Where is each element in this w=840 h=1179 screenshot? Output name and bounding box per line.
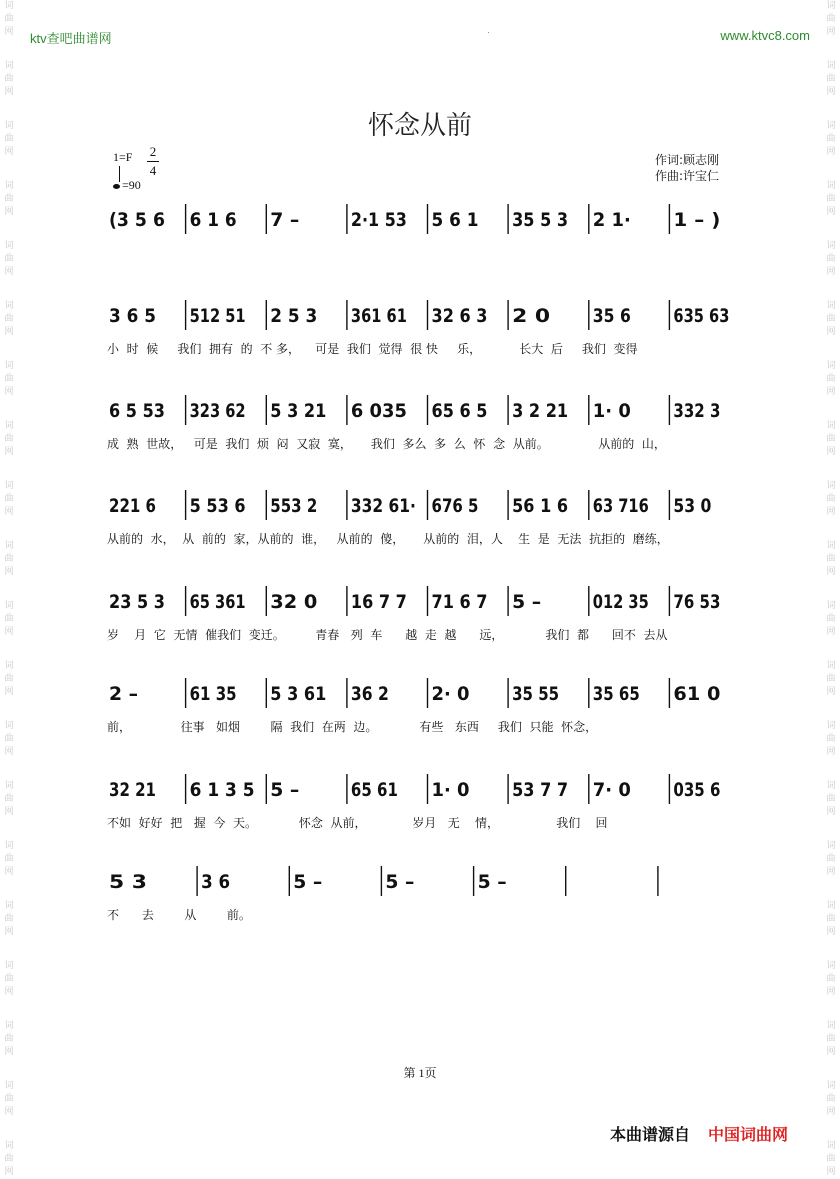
watermark-glyph: 网	[4, 147, 14, 157]
measure-notes: 2 5 3	[270, 305, 318, 327]
measure-notes: 5 53 6	[189, 495, 246, 517]
watermark-glyph: 曲	[826, 134, 836, 144]
measure-notes: 5 3 61	[270, 683, 327, 705]
watermark-glyph: 网	[826, 1047, 836, 1057]
measure-notes: 3 6 5	[109, 305, 156, 327]
measure-notes: 35 5 3	[512, 209, 569, 231]
watermark-column-left	[2, 0, 16, 1177]
watermark-glyph: 曲	[826, 254, 836, 264]
site-url-right: www.ktvc8.com	[720, 28, 810, 43]
measure-notes: 35 65	[592, 683, 640, 705]
watermark-glyph: 词	[826, 721, 836, 731]
watermark-glyph: 网	[826, 147, 836, 157]
measure-notes: 635 63	[673, 305, 730, 327]
watermark-glyph: 词	[826, 361, 836, 371]
measure-notes: 323 62	[189, 400, 246, 422]
watermark-glyph: 网	[826, 27, 836, 37]
measure-notes: 5 3 21	[270, 400, 327, 422]
measure-notes: 5 3	[109, 871, 147, 893]
watermark-glyph: 词	[4, 1141, 14, 1151]
credits	[655, 152, 719, 184]
watermark-glyph: 曲	[826, 1034, 836, 1044]
measure-notes: 5 –	[270, 779, 300, 801]
watermark-glyph: 曲	[4, 374, 14, 384]
watermark-glyph: 网	[4, 687, 14, 697]
watermark-glyph: 曲	[826, 614, 836, 624]
watermark-glyph: 曲	[826, 14, 836, 24]
measure-notes: 5 6 1	[431, 209, 479, 231]
note-line	[105, 582, 755, 622]
watermark-glyph: 词	[4, 61, 14, 71]
watermark-glyph: 词	[826, 1021, 836, 1031]
watermark-glyph: 曲	[4, 494, 14, 504]
watermark-glyph: 网	[4, 627, 14, 637]
watermark-glyph: 词	[826, 61, 836, 71]
scan-dot	[488, 32, 489, 33]
page-number: 第 1页	[403, 1066, 437, 1080]
watermark-glyph: 曲	[826, 974, 836, 984]
watermark-glyph: 曲	[4, 974, 14, 984]
watermark-glyph: 网	[4, 387, 14, 397]
watermark-glyph: 词	[4, 121, 14, 131]
watermark-glyph: 网	[4, 1107, 14, 1117]
watermark-glyph: 网	[4, 207, 14, 217]
time-signature	[147, 144, 159, 179]
watermark-glyph: 曲	[4, 794, 14, 804]
note-line	[105, 674, 755, 714]
watermark-glyph: 网	[4, 987, 14, 997]
source-label: 本曲谱源自	[610, 1125, 691, 1144]
measure-notes: 7 –	[270, 209, 300, 231]
measure-notes: 2 –	[109, 683, 138, 705]
watermark-glyph: 曲	[4, 254, 14, 264]
measure-notes: 1· 0	[431, 779, 470, 801]
measure-notes: 3 2 21	[512, 400, 569, 422]
note-line	[105, 296, 755, 336]
measure-notes: 32 0	[270, 591, 318, 613]
watermark-glyph: 网	[826, 927, 836, 937]
watermark-glyph: 曲	[4, 314, 14, 324]
watermark-glyph: 曲	[826, 674, 836, 684]
watermark-glyph: 曲	[4, 194, 14, 204]
watermark-glyph: 网	[826, 267, 836, 277]
watermark-glyph: 网	[4, 447, 14, 457]
measure-notes: 512 51	[189, 305, 246, 327]
watermark-glyph: 词	[4, 241, 14, 251]
measure-notes: 6 5 53	[109, 400, 165, 422]
watermark-glyph: 网	[826, 987, 836, 997]
watermark-glyph: 词	[826, 841, 836, 851]
watermark-glyph: 词	[4, 1021, 14, 1031]
watermark-glyph: 曲	[4, 734, 14, 744]
watermark-glyph: 词	[826, 961, 836, 971]
watermark-glyph: 词	[4, 301, 14, 311]
watermark-glyph: 网	[4, 507, 14, 517]
source-site: 中国词曲网	[708, 1125, 789, 1144]
watermark-glyph: 曲	[4, 854, 14, 864]
measure-notes: 53 7 7	[512, 779, 569, 801]
watermark-glyph: 网	[826, 207, 836, 217]
measure-notes: 6 1 3 5	[189, 779, 255, 801]
measure-notes: 61 35	[189, 683, 237, 705]
measure-notes: 332 3	[673, 400, 721, 422]
quarter-note-icon	[113, 184, 120, 189]
measure-notes: 012 35	[592, 591, 649, 613]
watermark-glyph: 曲	[4, 134, 14, 144]
watermark-glyph: 曲	[4, 554, 14, 564]
watermark-glyph: 曲	[4, 674, 14, 684]
watermark-glyph: 网	[826, 87, 836, 97]
measure-notes: 61 0	[673, 683, 721, 705]
watermark-glyph: 网	[826, 1167, 836, 1177]
watermark-glyph: 网	[4, 867, 14, 877]
watermark-glyph: 网	[4, 1167, 14, 1177]
watermark-glyph: 曲	[4, 434, 14, 444]
watermark-glyph: 曲	[826, 1094, 836, 1104]
watermark-glyph: 词	[4, 601, 14, 611]
watermark-glyph: 词	[826, 481, 836, 491]
watermark-glyph: 曲	[4, 74, 14, 84]
measure-notes: 6 035	[350, 400, 407, 422]
watermark-glyph: 词	[4, 481, 14, 491]
watermark-glyph: 曲	[826, 194, 836, 204]
watermark-glyph: 曲	[4, 1154, 14, 1164]
watermark-glyph: 词	[826, 1081, 836, 1091]
measure-notes: 65 61	[350, 779, 398, 801]
measure-notes: 32 21	[109, 779, 156, 801]
note-line	[105, 200, 755, 240]
measure-notes: 035 6	[673, 779, 721, 801]
watermark-glyph: 词	[4, 781, 14, 791]
measure-notes: 5 –	[385, 871, 415, 893]
key-signature: 1=F	[113, 150, 133, 164]
watermark-glyph: 曲	[826, 434, 836, 444]
watermark-glyph: 网	[826, 1107, 836, 1117]
watermark-glyph: 网	[826, 687, 836, 697]
watermark-glyph: 曲	[826, 554, 836, 564]
watermark-glyph: 网	[826, 387, 836, 397]
watermark-glyph: 词	[4, 721, 14, 731]
measure-notes: 361 61	[350, 305, 407, 327]
watermark-glyph: 网	[4, 807, 14, 817]
watermark-glyph: 词	[4, 661, 14, 671]
watermark-glyph: 曲	[4, 1034, 14, 1044]
watermark-glyph: 词	[4, 1, 14, 11]
measure-notes: 71 6 7	[431, 591, 488, 613]
watermark-glyph: 词	[826, 781, 836, 791]
watermark-glyph: 词	[4, 181, 14, 191]
note-line	[105, 486, 755, 526]
watermark-glyph: 网	[826, 747, 836, 757]
watermark-glyph: 曲	[826, 854, 836, 864]
measure-notes: 53 0	[673, 495, 712, 517]
lyricist: 作词:顾志刚	[655, 153, 720, 167]
watermark-glyph: 词	[826, 121, 836, 131]
watermark-glyph: 网	[4, 87, 14, 97]
site-name-left: ktv查吧曲谱网	[30, 31, 112, 46]
lyric-line: 岁 月 它 无情 催我们 变迁。 青春 列 车 越 走 越 远， 我们 都 回不 去从	[107, 628, 668, 642]
watermark-glyph: 曲	[826, 494, 836, 504]
watermark-glyph: 曲	[826, 794, 836, 804]
score-title: 怀念从前	[367, 111, 472, 141]
measure-notes: 5 –	[293, 871, 323, 893]
watermark-glyph: 曲	[4, 1094, 14, 1104]
watermark-glyph: 词	[4, 901, 14, 911]
measure-notes: 65 361	[189, 591, 246, 613]
watermark-glyph: 词	[4, 541, 14, 551]
watermark-glyph: 网	[4, 267, 14, 277]
watermark-glyph: 曲	[826, 374, 836, 384]
time-sig-bottom: 4	[149, 163, 157, 178]
watermark-glyph: 网	[4, 567, 14, 577]
watermark-column-right	[824, 0, 838, 1177]
watermark-glyph: 网	[4, 927, 14, 937]
measure-notes: 2 0	[512, 305, 551, 327]
watermark-glyph: 网	[826, 627, 836, 637]
measure-notes: 553 2	[270, 495, 318, 517]
measure-notes: 5 –	[512, 591, 542, 613]
measure-notes: 35 6	[592, 305, 631, 327]
watermark-glyph: 网	[4, 747, 14, 757]
composer: 作曲:许宝仁	[655, 169, 720, 183]
lyric-line: 小 时 候 我们 拥有 的 不 多， 可是 我们 觉得 很 快 乐， 长大 后 我们 变得	[107, 342, 638, 356]
watermark-glyph: 曲	[826, 734, 836, 744]
watermark-glyph: 词	[826, 301, 836, 311]
watermark-glyph: 网	[826, 507, 836, 517]
watermark-glyph: 词	[826, 1141, 836, 1151]
watermark-glyph: 网	[4, 327, 14, 337]
watermark-glyph: 曲	[826, 314, 836, 324]
watermark-glyph: 网	[826, 447, 836, 457]
measure-notes: (3 5 6	[109, 209, 165, 231]
measure-notes: 35 55	[512, 683, 560, 705]
tempo-marking	[113, 178, 141, 193]
watermark-glyph: 曲	[4, 914, 14, 924]
measure-notes: 1· 0	[592, 400, 631, 422]
time-sig-top: 2	[149, 144, 157, 159]
source-credit	[610, 1122, 788, 1145]
watermark-glyph: 网	[826, 567, 836, 577]
watermark-glyph: 曲	[826, 74, 836, 84]
watermark-glyph: 网	[826, 327, 836, 337]
measure-notes: 65 6 5	[431, 400, 488, 422]
measure-notes: 221 6	[109, 495, 156, 517]
watermark-glyph: 曲	[4, 614, 14, 624]
measure-notes: 36 2	[350, 683, 389, 705]
watermark-glyph: 曲	[826, 914, 836, 924]
note-line	[105, 770, 755, 810]
watermark-glyph: 曲	[826, 1154, 836, 1164]
watermark-glyph: 词	[4, 421, 14, 431]
measure-notes: 23 5 3	[109, 591, 165, 613]
measure-notes: 6 1 6	[189, 209, 237, 231]
note-line	[105, 862, 755, 902]
watermark-glyph: 词	[826, 661, 836, 671]
measure-notes: 63 716	[592, 495, 649, 517]
measure-notes: 7· 0	[592, 779, 631, 801]
lyric-line: 不如 好好 把 握 今 天。 怀念 从前， 岁月 无 情， 我们 回	[107, 816, 608, 830]
watermark-glyph: 词	[4, 961, 14, 971]
measure-notes: 2 1·	[592, 209, 631, 231]
tempo-value: =90	[122, 178, 141, 192]
watermark-glyph: 词	[826, 541, 836, 551]
measure-notes: 2·1 53	[350, 209, 407, 231]
watermark-glyph: 词	[826, 421, 836, 431]
watermark-glyph: 网	[4, 1047, 14, 1057]
measure-notes: 1 – )	[673, 209, 721, 231]
watermark-glyph: 网	[826, 807, 836, 817]
measure-notes: 76 53	[673, 591, 721, 613]
measure-notes: 676 5	[431, 495, 479, 517]
watermark-glyph: 词	[4, 1081, 14, 1091]
measure-notes: 16 7 7	[350, 591, 407, 613]
watermark-glyph: 词	[826, 601, 836, 611]
lyric-line: 前， 往事 如烟 隔 我们 在两 边。 有些 东西 我们 只能 怀念，	[107, 720, 598, 734]
watermark-glyph: 词	[826, 181, 836, 191]
watermark-glyph: 词	[4, 841, 14, 851]
watermark-glyph: 曲	[4, 14, 14, 24]
measure-notes: 56 1 6	[512, 495, 569, 517]
watermark-glyph: 网	[4, 27, 14, 37]
watermark-glyph: 词	[826, 241, 836, 251]
measure-notes: 3 6	[201, 871, 231, 893]
measure-notes: 332 61·	[350, 495, 416, 517]
lyric-line: 不 去 从 前。	[107, 908, 251, 922]
watermark-glyph: 词	[4, 361, 14, 371]
measure-notes: 5 –	[477, 871, 507, 893]
measure-notes: 2· 0	[431, 683, 470, 705]
watermark-glyph: 词	[826, 1, 836, 11]
time-sig-bar	[147, 161, 159, 162]
watermark-glyph: 词	[826, 901, 836, 911]
lyric-line: 成 熟 世故， 可是 我们 烦 闷 又寂 寞， 我们 多么 多 么 怀 念 从前。 从前的 山，	[107, 437, 666, 451]
measure-notes: 32 6 3	[431, 305, 488, 327]
lyric-line: 从前的 水， 从 前的 家，从前的 谁， 从前的 傻， 从前的 泪，人 生 是 无法 抗拒的 磨练，	[107, 532, 669, 546]
note-line	[105, 391, 755, 431]
watermark-glyph: 网	[826, 867, 836, 877]
